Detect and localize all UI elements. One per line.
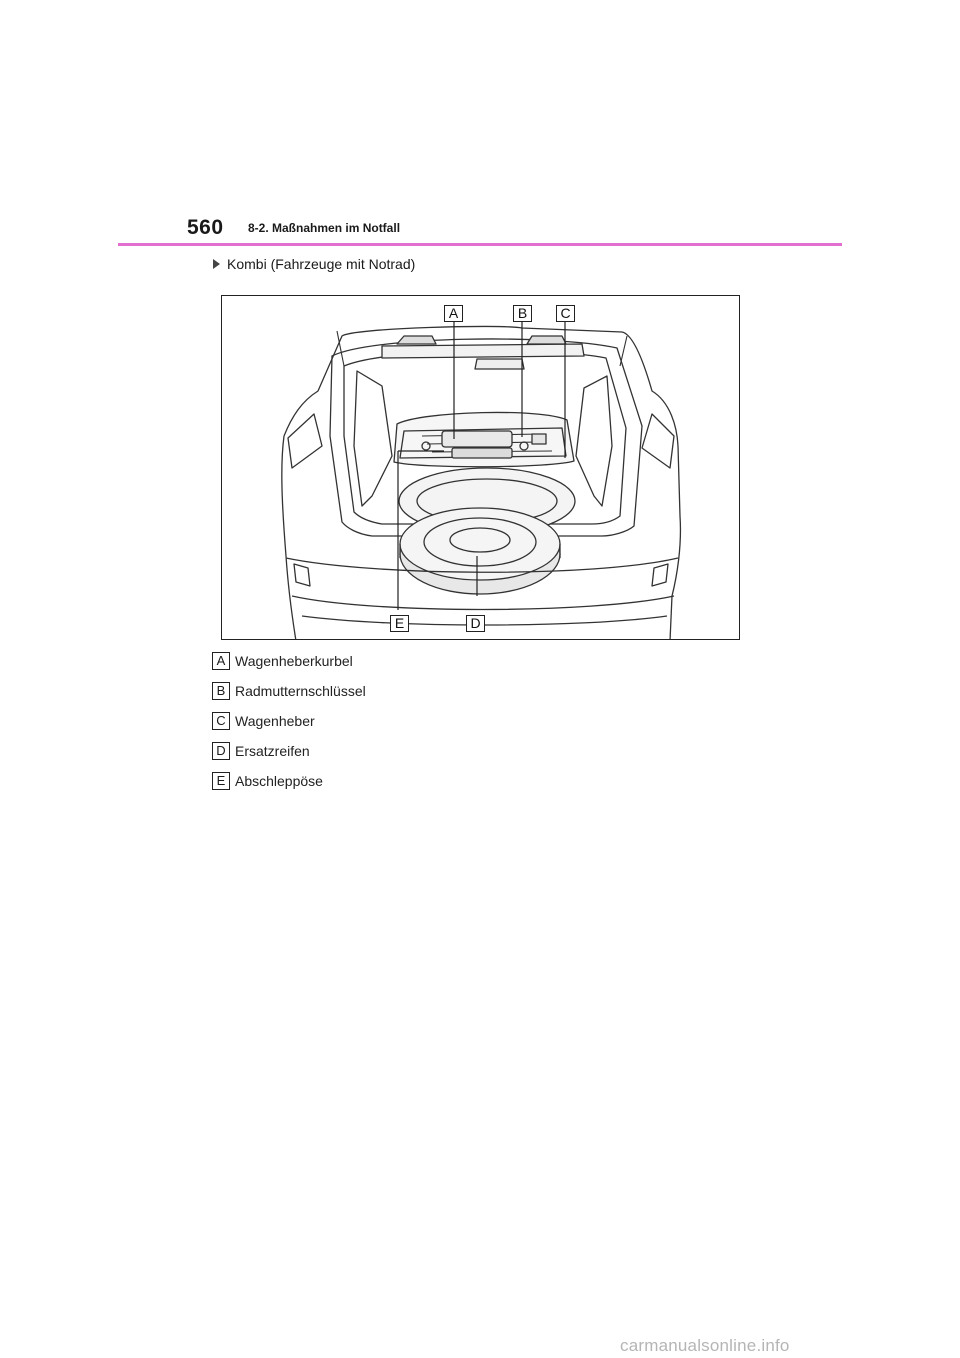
legend-text: Radmutternschlüssel [235, 683, 366, 699]
section-title: 8-2. Maßnahmen im Notfall [248, 221, 401, 235]
legend-text: Ersatzreifen [235, 743, 310, 759]
legend-key: C [212, 712, 230, 730]
legend-item [212, 736, 366, 766]
car-rear-drawing [222, 296, 740, 640]
page-number: 560 [187, 216, 224, 239]
legend-item [212, 646, 366, 676]
legend-item [212, 676, 366, 706]
legend-item [212, 766, 366, 796]
subheading-text: Kombi (Fahrzeuge mit Notrad) [227, 256, 416, 272]
legend-key: D [212, 742, 230, 760]
legend-key: E [212, 772, 230, 790]
watermark: carmanualsonline.info [620, 1336, 790, 1355]
figure-label-d: D [466, 615, 485, 632]
triangle-bullet-icon [213, 259, 220, 269]
figure-label-a: A [444, 305, 463, 322]
legend-key: B [212, 682, 230, 700]
legend-text: Wagenheberkurbel [235, 653, 353, 669]
subheading [213, 256, 415, 272]
legend-list [212, 646, 366, 796]
legend-item [212, 706, 366, 736]
figure-label-c: C [556, 305, 575, 322]
figure-label-b: B [513, 305, 532, 322]
legend-key: A [212, 652, 230, 670]
legend-text: Wagenheber [235, 713, 315, 729]
trunk-illustration [221, 295, 740, 640]
header-rule [118, 243, 842, 246]
legend-text: Abschleppöse [235, 773, 323, 789]
figure-label-e: E [390, 615, 409, 632]
